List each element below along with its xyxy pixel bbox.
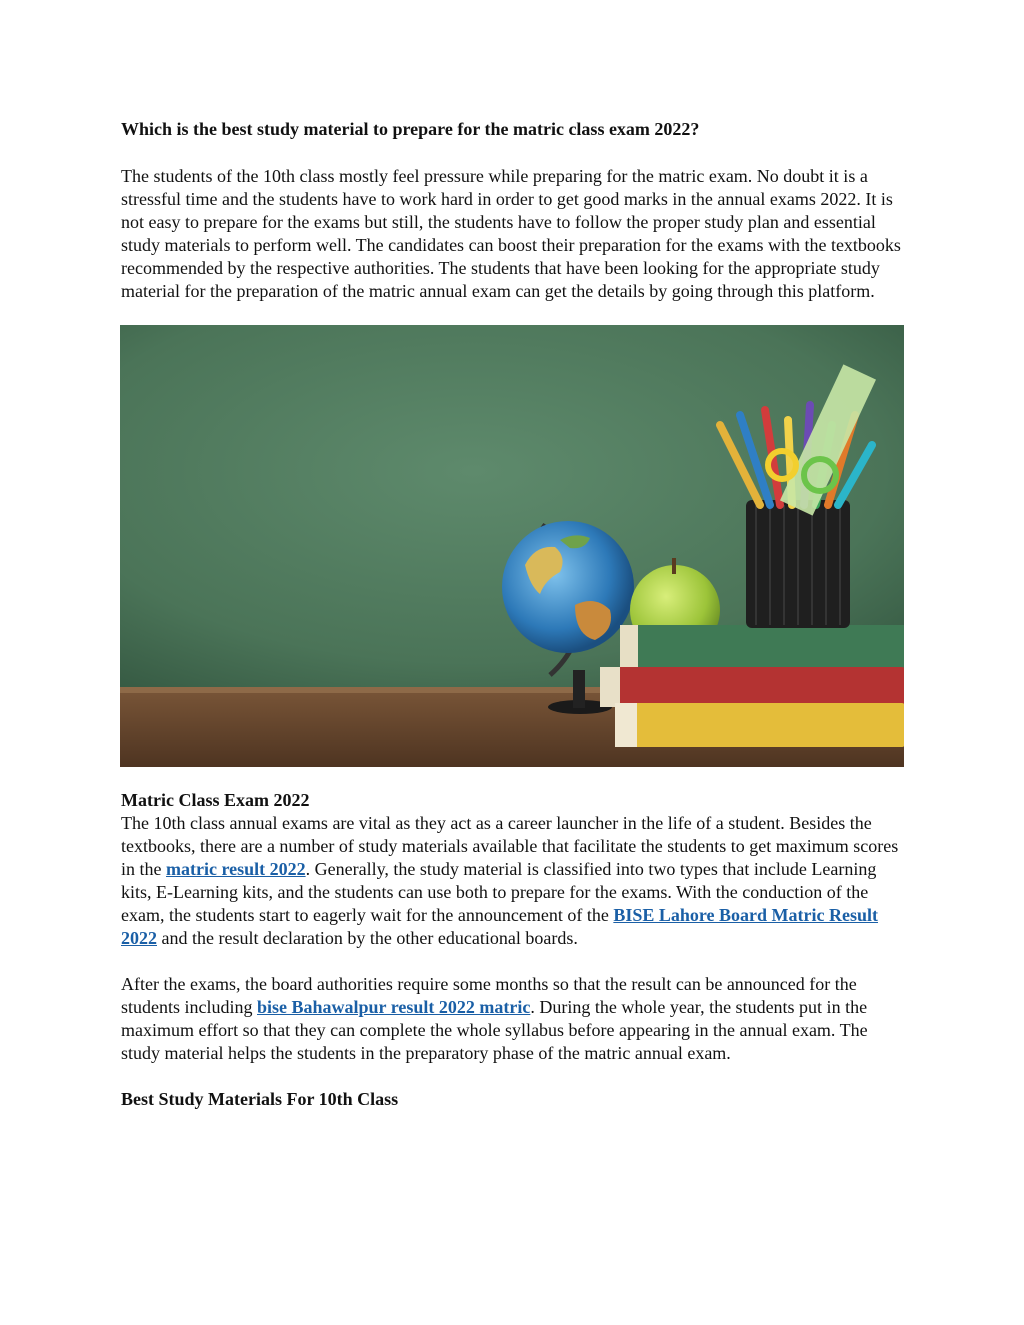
section1-paragraph1 bbox=[121, 812, 911, 950]
section-heading-best-materials: Best Study Materials For 10th Class bbox=[121, 1089, 399, 1109]
study-supplies-photo bbox=[120, 325, 904, 767]
intro-paragraph: The students of the 10th class mostly feel pressure while preparing for the matric exam. No doubt it is a stressful time and the students have to work hard in order to get good marks in the annual exams 2022. It is not easy to prepare for the exams but still, the students have to follow the proper study plan and essential study materials to perform well. The candidates can boost their preparation for the exams with the textbooks recommended by the respective authorities. The students that have been looking for the appropriate study material for the preparation of the matric annual exam can get the details by going through this platform. bbox=[121, 166, 901, 301]
text-run: and the result declaration by the other educational boards. bbox=[157, 928, 578, 948]
matric-result-link[interactable]: matric result 2022 bbox=[166, 859, 306, 879]
article-title: Which is the best study material to prepare for the matric class exam 2022? bbox=[121, 119, 700, 139]
bise-lahore-result-link[interactable]: BISE Lahore Board Matric Result 2022 bbox=[121, 905, 879, 948]
article bbox=[121, 118, 911, 1111]
text-run: After the exams, the board authorities require some months so that the result can be announced for the students including bbox=[121, 974, 857, 1017]
text-run: The 10th class annual exams are vital as they act as a career launcher in the life of a student. Besides the textbooks, there are a number of study materials available that facilitate the students to get maximum scores in the bbox=[121, 813, 899, 879]
bise-bahawalpur-result-link[interactable]: bise Bahawalpur result 2022 matric bbox=[257, 997, 531, 1017]
text-run: . Generally, the study material is classified into two types that include Learning kits, E-Learning kits, and the students can use both to prepare for the exams. With the conduction of the exam, the students start to eagerly wait for the announcement of the bbox=[121, 859, 877, 925]
section-heading-matric-exam: Matric Class Exam 2022 bbox=[121, 790, 310, 810]
text-run: . During the whole year, the students put in the maximum effort so that they can complete the whole syllabus before appearing in the annual exam. The study material helps the students in the preparatory phase of the matric annual exam. bbox=[121, 997, 868, 1063]
section1-paragraph2 bbox=[121, 973, 911, 1065]
